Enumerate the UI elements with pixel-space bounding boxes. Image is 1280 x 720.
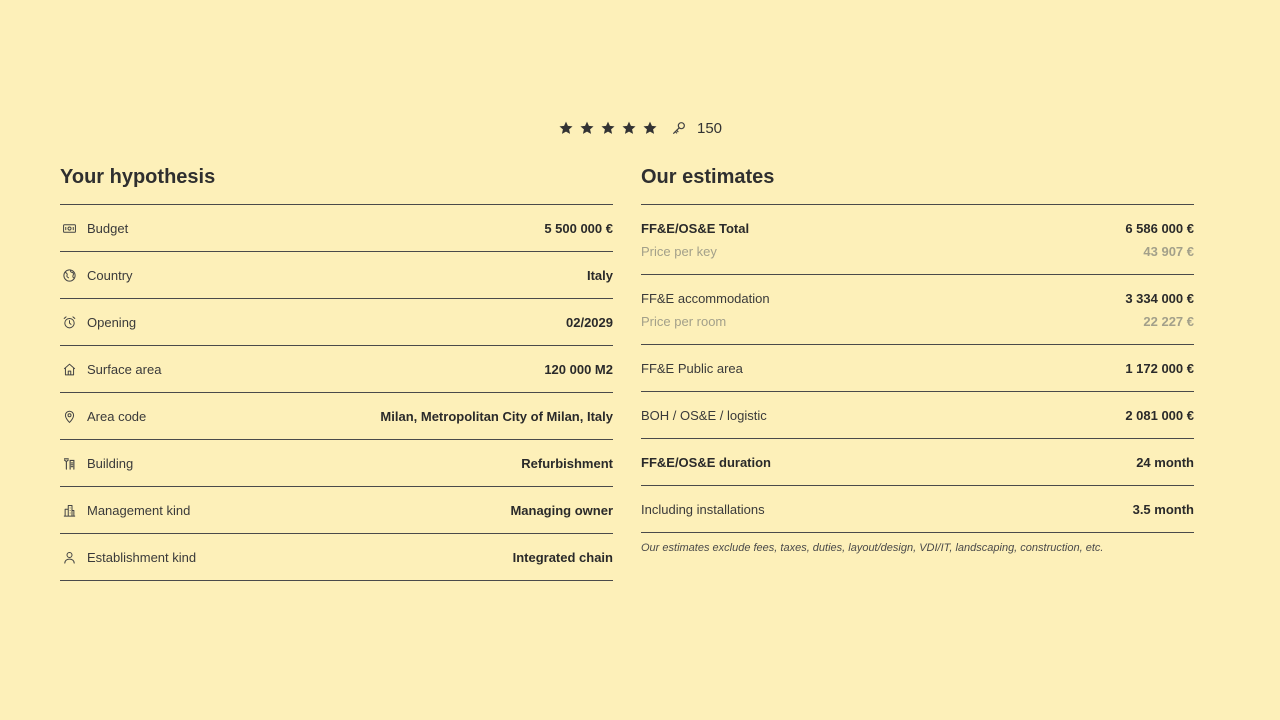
- star-rating: [558, 120, 658, 136]
- price-per-key-label: Price per key: [641, 243, 717, 259]
- star-icon: [642, 120, 658, 136]
- price-per-room-value: 22 227 €: [1143, 313, 1194, 329]
- accommodation-label: FF&E accommodation: [641, 290, 770, 306]
- area-code-row: [60, 393, 613, 440]
- establishment-kind-label: Establishment kind: [87, 549, 197, 565]
- opening-value: 02/2029: [566, 314, 613, 330]
- management-kind-value: Managing owner: [510, 502, 613, 518]
- accommodation-value: 3 334 000 €: [1125, 290, 1194, 306]
- buildings-icon: [62, 503, 77, 518]
- building-row: [60, 440, 613, 487]
- area-code-label: Area code: [87, 408, 147, 424]
- keys-count: 150: [696, 119, 723, 137]
- accommodation-row: [641, 275, 1194, 345]
- hypothesis-list: [60, 204, 613, 581]
- budget-label: Budget: [87, 220, 129, 236]
- country-value: Italy: [586, 267, 613, 283]
- establishment-kind-value: Integrated chain: [512, 549, 613, 565]
- surface-area-value: 120 000 M2: [544, 361, 613, 377]
- public-area-row: [641, 345, 1194, 392]
- area-code-value: Milan, Metropolitan City of Milan, Italy: [380, 408, 613, 424]
- price-per-room-label: Price per room: [641, 313, 727, 329]
- home-icon: [62, 362, 77, 377]
- total-value: 6 586 000 €: [1125, 220, 1194, 236]
- estimates-panel: [641, 164, 1194, 554]
- star-icon: [558, 120, 574, 136]
- alarm-clock-icon: [62, 315, 77, 330]
- key-icon: [671, 120, 687, 136]
- budget-value: 5 500 000 €: [544, 220, 613, 236]
- surface-area-row: [60, 346, 613, 393]
- public-area-label: FF&E Public area: [641, 360, 743, 376]
- total-label: FF&E/OS&E Total: [641, 220, 750, 236]
- duration-label: FF&E/OS&E duration: [641, 454, 771, 470]
- opening-row: [60, 299, 613, 346]
- boh-label: BOH / OS&E / logistic: [641, 407, 767, 423]
- installations-value: 3.5 month: [1132, 501, 1194, 517]
- estimates-disclaimer: Our estimates exclude fees, taxes, duties, layout/design, VDI/IT, landscaping, construction, etc.: [641, 542, 1104, 554]
- star-icon: [579, 120, 595, 136]
- country-label: Country: [87, 267, 133, 283]
- star-icon: [621, 120, 637, 136]
- duration-value: 24 month: [1136, 454, 1194, 470]
- public-area-value: 1 172 000 €: [1125, 360, 1194, 376]
- money-icon: [62, 221, 77, 236]
- country-row: [60, 252, 613, 299]
- installations-label: Including installations: [641, 501, 765, 517]
- installations-row: [641, 486, 1194, 533]
- hypothesis-title: Your hypothesis: [60, 166, 216, 188]
- management-kind-row: [60, 487, 613, 534]
- estimates-list: [641, 204, 1194, 533]
- map-pin-icon: [62, 409, 77, 424]
- star-icon: [600, 120, 616, 136]
- boh-row: [641, 392, 1194, 439]
- building-label: Building: [87, 455, 134, 471]
- budget-row: [60, 205, 613, 252]
- globe-icon: [62, 268, 77, 283]
- user-icon: [62, 550, 77, 565]
- estimates-title: Our estimates: [641, 166, 775, 188]
- duration-row: [641, 439, 1194, 486]
- total-row: [641, 205, 1194, 275]
- opening-label: Opening: [87, 314, 137, 330]
- establishment-kind-row: [60, 534, 613, 581]
- boh-value: 2 081 000 €: [1125, 407, 1194, 423]
- management-kind-label: Management kind: [87, 502, 191, 518]
- hotel-rating: [0, 117, 1280, 139]
- building-tools-icon: [62, 456, 77, 471]
- surface-area-label: Surface area: [87, 361, 162, 377]
- hypothesis-panel: [60, 164, 613, 581]
- building-value: Refurbishment: [521, 455, 613, 471]
- price-per-key-value: 43 907 €: [1143, 243, 1194, 259]
